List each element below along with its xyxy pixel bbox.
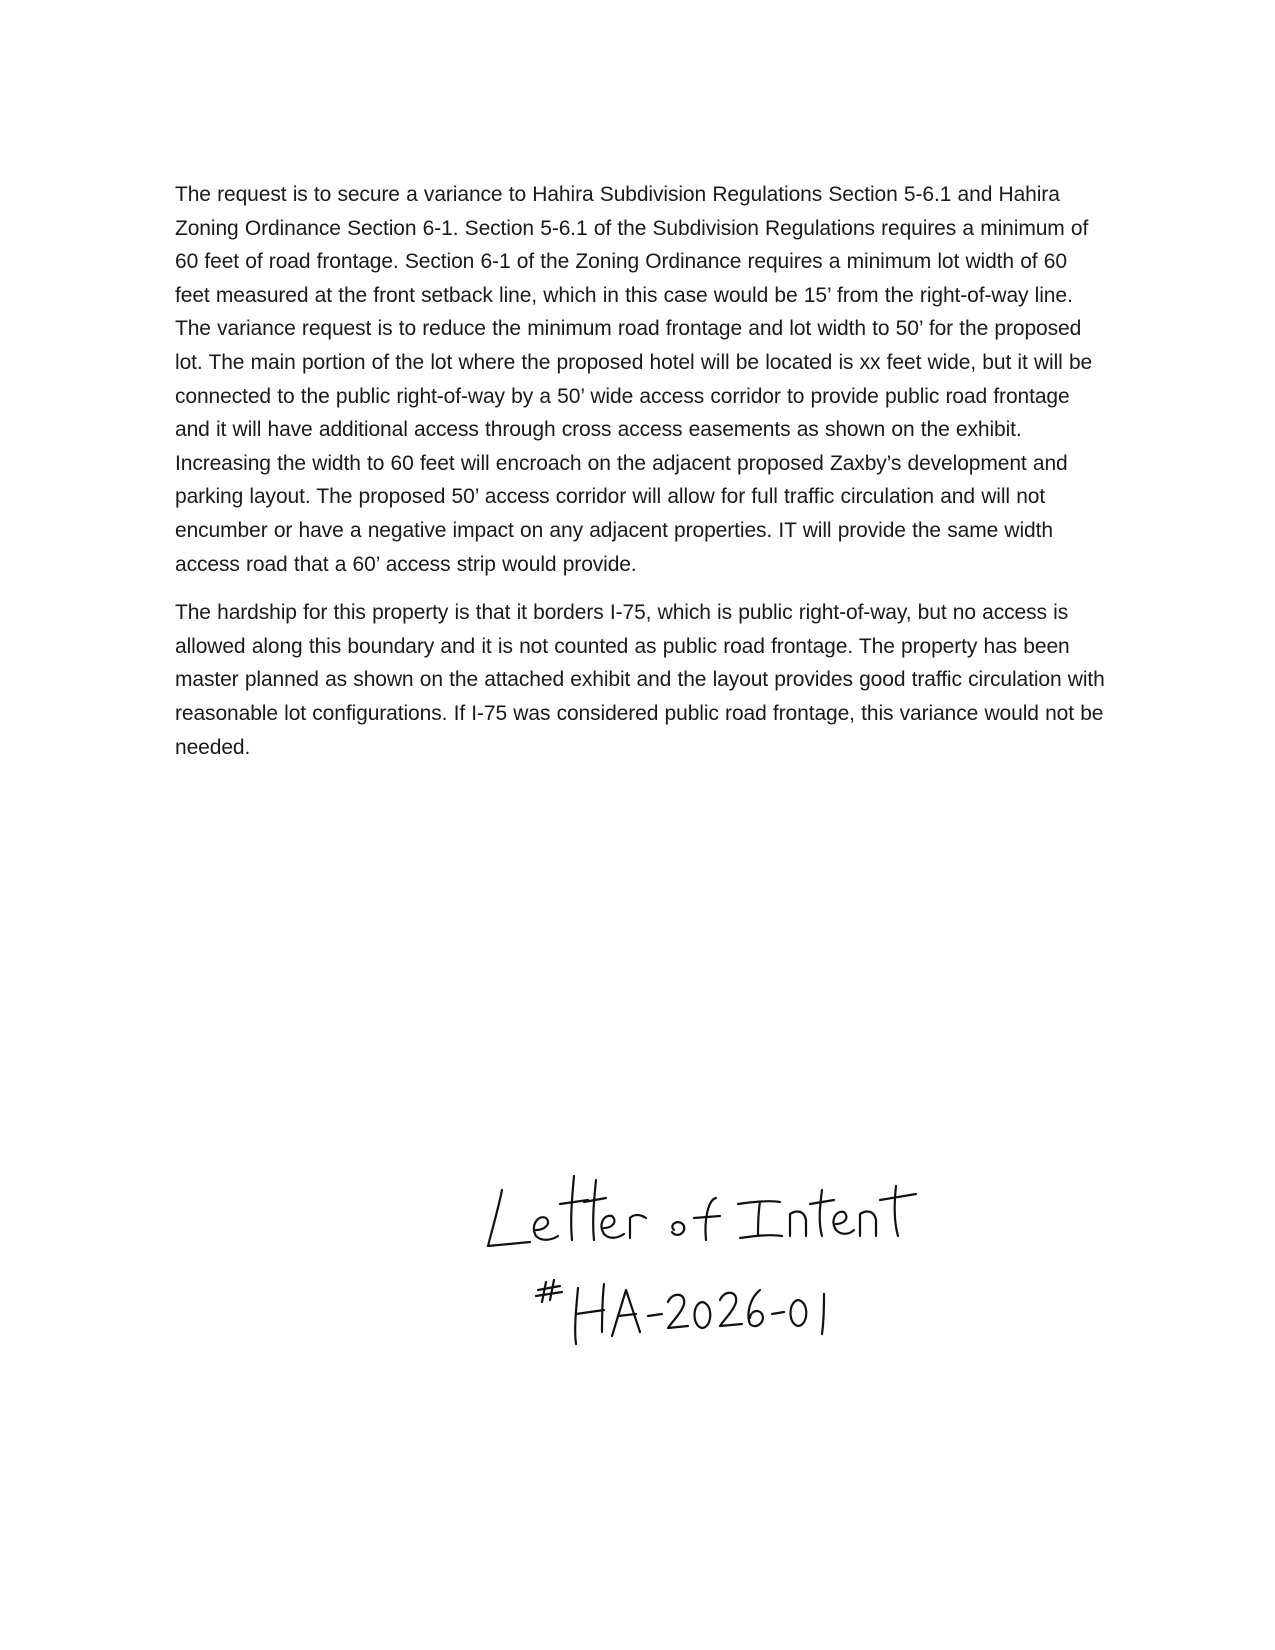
letter-body bbox=[175, 178, 1105, 779]
paragraph-hardship: The hardship for this property is that it borders I-75, which is public right-of-way, but no access is allowed along this boundary and it is not counted as public road frontage. The property has been master planned as shown on the attached exhibit and the layout provides good traffic circulation with reasonable lot configurations. If I-75 was considered public road frontage, this variance would not be needed. bbox=[175, 601, 1105, 759]
handwritten-annotation bbox=[480, 1190, 1000, 1450]
handwriting-line-1 bbox=[488, 1176, 916, 1246]
handwriting-svg bbox=[480, 1190, 1000, 1450]
handwriting-line-2 bbox=[536, 1280, 824, 1344]
paragraph-request: The request is to secure a variance to Hahira Subdivision Regulations Section 5-6.1 and Hahira Zoning Ordinance Section 6-1. Section 5-6.1 of the Subdivision Regulations requires a minimum of 60 feet of road frontage. Section 6-1 of the Zoning Ordinance requires a minimum lot width of 60 feet measured at the front setback line, which in this case would be 15’ from the right-of-way line. The variance request is to reduce the minimum road frontage and lot width to 50’ for the proposed lot. The main portion of the lot where the proposed hotel will be located is xx feet wide, but it will be connected to the public right-of-way by a 50’ wide access corridor to provide public road frontage and it will have additional access through cross access easements as shown on the exhibit. Increasing the width to 60 feet will encroach on the adjacent proposed Zaxby’s development and parking layout. The proposed 50’ access corridor will allow for full traffic circulation and will not encumber or have a negative impact on any adjacent properties. IT will provide the same width access road that a 60’ access strip would provide. bbox=[175, 183, 1093, 576]
